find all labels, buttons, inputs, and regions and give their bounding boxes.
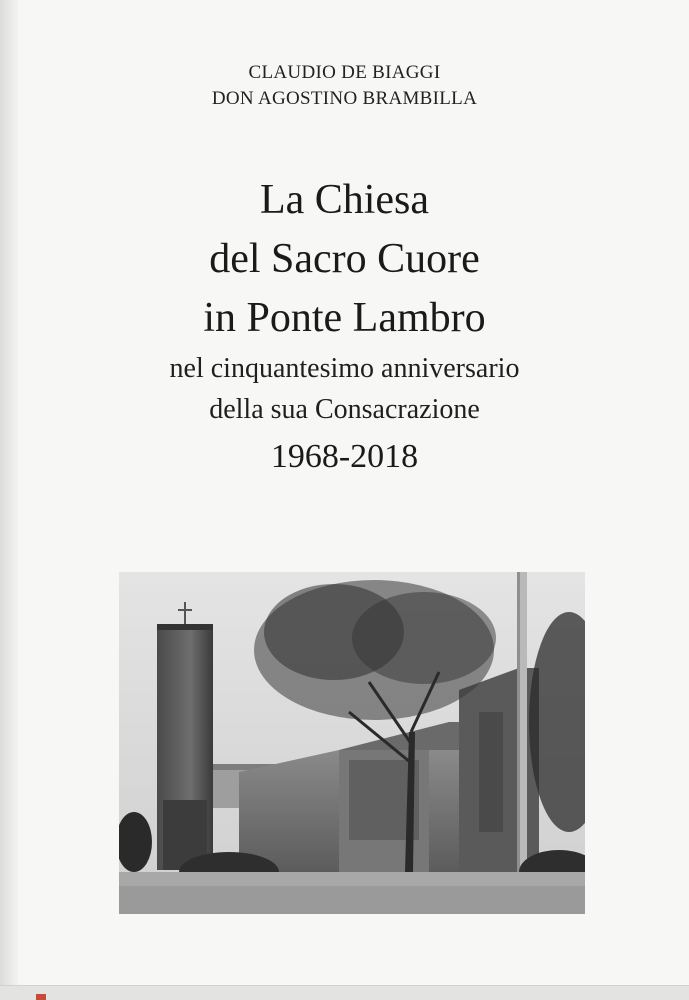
- book-subtitle-line: della sua Consacrazione: [209, 394, 480, 425]
- book-title-line: del Sacro Cuore: [209, 236, 480, 282]
- author-name: CLAUDIO DE BIAGGI: [248, 62, 441, 83]
- author-name: DON AGOSTINO BRAMBILLA: [211, 88, 478, 109]
- cover-bottom-strip: [0, 985, 689, 1000]
- church-photo-illustration: [119, 572, 585, 914]
- church-photo: [119, 572, 585, 914]
- anniversary-years: 1968-2018: [270, 438, 419, 475]
- book-title-line: La Chiesa: [259, 177, 430, 223]
- cover-edge: [0, 0, 18, 1000]
- book-subtitle-line: nel cinquantesimo anniversario: [169, 353, 520, 384]
- cover-bottom-mark: [36, 994, 46, 1000]
- book-title-line: in Ponte Lambro: [203, 295, 486, 341]
